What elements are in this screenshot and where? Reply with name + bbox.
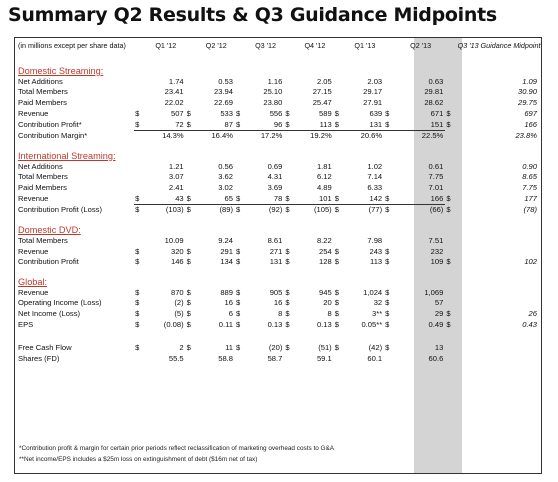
cell-value: 87 — [197, 120, 235, 131]
dollar-sign: $ — [186, 343, 191, 353]
cell-value: 945 — [319, 287, 332, 297]
cell-value: 870 — [170, 287, 184, 297]
dollar-sign: $ — [285, 298, 290, 308]
cell-value: 113 — [370, 257, 383, 267]
footnote-2: **Net income/EPS includes a $25m loss on extinguishment of debt ($16m net of tax) — [19, 456, 258, 463]
cell-value: 58.7 — [267, 354, 283, 364]
cell-value: 13 — [434, 343, 444, 353]
guidance-value: 23.8% — [515, 130, 537, 140]
cell-value: 6.12 — [316, 172, 332, 182]
cell-value: (0.08) — [163, 319, 184, 329]
row-label: Revenue — [18, 246, 49, 256]
dollar-sign: $ — [235, 194, 247, 205]
dollar-sign: $ — [334, 246, 339, 256]
cell-value: 8 — [278, 309, 283, 319]
cell-value: (20) — [268, 343, 283, 353]
table-row — [15, 77, 541, 88]
cell-value: 60.1 — [367, 354, 383, 364]
dollar-sign: $ — [186, 287, 191, 297]
cell-value: 533 — [220, 108, 233, 118]
cell-value: 7.01 — [428, 183, 444, 193]
dollar-sign: $ — [385, 108, 390, 118]
dollar-sign: $ — [384, 194, 396, 205]
cell-value: 29.81 — [424, 87, 444, 97]
dollar-sign: $ — [334, 287, 339, 297]
dollar-sign: $ — [236, 205, 241, 215]
guidance-value: 177 — [524, 193, 537, 203]
table-row — [15, 205, 541, 216]
cell-value: 4.89 — [316, 183, 332, 193]
dollar-sign: $ — [385, 298, 390, 308]
dollar-sign: $ — [236, 319, 241, 329]
cell-value: 58.8 — [218, 354, 233, 364]
guidance-value: 0.90 — [522, 161, 537, 171]
cell-value: 9.24 — [218, 235, 233, 245]
dollar-sign: $ — [135, 108, 140, 118]
dollar-sign: $ — [135, 246, 140, 256]
guidance-value — [457, 288, 541, 299]
dollar-sign: $ — [236, 343, 241, 353]
dollar-sign: $ — [446, 257, 451, 267]
dollar-sign: $ — [285, 287, 290, 297]
cell-value: 0.13 — [316, 319, 332, 329]
dollar-sign: $ — [385, 257, 390, 267]
row-label: Contribution Profit (Loss) — [18, 205, 102, 215]
header-row — [15, 38, 541, 63]
cell-value: 113 — [296, 120, 334, 131]
guidance-value: 697 — [524, 108, 537, 118]
dollar-sign: $ — [385, 309, 390, 319]
cell-value: 905 — [269, 287, 283, 297]
dollar-sign: $ — [385, 205, 390, 215]
row-label: Revenue — [18, 108, 49, 118]
cell-value: 23.80 — [263, 98, 283, 108]
dollar-sign: $ — [285, 205, 290, 215]
dollar-sign: $ — [334, 343, 339, 353]
cell-value: 0.13 — [267, 319, 283, 329]
column-header: Q2 '13 — [410, 41, 432, 50]
dollar-sign: $ — [446, 205, 451, 215]
row-label: EPS — [18, 319, 34, 329]
cell-value: 10.09 — [164, 235, 184, 245]
cell-value: 28.62 — [424, 98, 444, 108]
cell-value: 43 — [146, 194, 186, 205]
cell-value: 109 — [430, 257, 444, 267]
cell-value: 6 — [228, 309, 233, 319]
cell-value: 7.51 — [428, 235, 444, 245]
cell-value: 16 — [273, 298, 283, 308]
cell-value: 78 — [247, 194, 285, 205]
table-row — [15, 354, 541, 365]
cell-value: 3** — [372, 309, 383, 319]
cell-value: 57 — [434, 298, 444, 308]
dollar-sign: $ — [334, 257, 339, 267]
cell-value: 22.02 — [164, 98, 184, 108]
guidance-value: 29.75 — [517, 98, 537, 108]
cell-value: 131 — [346, 120, 385, 131]
row-label: Contribution Profit — [18, 257, 79, 267]
dollar-sign: $ — [285, 309, 290, 319]
cell-value: 8 — [327, 309, 332, 319]
guidance-value: 7.75 — [522, 183, 537, 193]
cell-value: 3.07 — [168, 172, 184, 182]
cell-value: 16.4% — [211, 131, 233, 141]
cell-value: 59.1 — [316, 354, 332, 364]
cell-value: 3.69 — [267, 183, 283, 193]
cell-value: 1.81 — [316, 161, 332, 171]
cell-value: 96 — [247, 120, 285, 131]
cell-value: 131 — [269, 257, 283, 267]
cell-value: 142 — [346, 194, 385, 205]
cell-value: 0.69 — [267, 161, 283, 171]
dollar-sign: $ — [186, 246, 191, 256]
dollar-sign: $ — [236, 287, 241, 297]
dollar-sign: $ — [186, 205, 191, 215]
dollar-sign: $ — [285, 257, 290, 267]
table-row — [15, 247, 541, 258]
cell-value: 55.5 — [168, 354, 184, 364]
cell-value: 60.6 — [428, 354, 444, 364]
cell-value: 16 — [224, 298, 233, 308]
table-row — [15, 98, 541, 109]
cell-value: 271 — [269, 246, 283, 256]
row-label: Net Income (Loss) — [18, 309, 81, 319]
guidance-value: 8.65 — [522, 172, 537, 182]
guidance-value: (78) — [523, 205, 537, 215]
dollar-sign: $ — [446, 309, 451, 319]
cell-value: 2.05 — [316, 76, 332, 86]
column-header: Q1 '13 — [354, 41, 376, 50]
table-row — [15, 236, 541, 247]
column-header: Q3 '12 — [255, 41, 277, 50]
dollar-sign: $ — [385, 343, 390, 353]
dollar-sign: $ — [186, 120, 198, 131]
cell-value: 72 — [146, 120, 186, 131]
dollar-sign: $ — [186, 298, 191, 308]
dollar-sign: $ — [236, 309, 241, 319]
cell-value: 27.91 — [363, 98, 383, 108]
cell-value: (51) — [318, 343, 332, 353]
section-header-international-streaming: International Streaming: — [18, 150, 116, 161]
cell-value: (92) — [268, 205, 283, 215]
dollar-sign: $ — [186, 319, 191, 329]
cell-value: 0.63 — [428, 76, 444, 86]
dollar-sign: $ — [135, 298, 140, 308]
guidance-value: 26 — [528, 309, 537, 319]
cell-value: 134 — [220, 257, 233, 267]
cell-value: 166 — [396, 194, 445, 205]
cell-value: 7.75 — [428, 172, 444, 182]
cell-value: 20 — [323, 298, 332, 308]
cell-value: 291 — [220, 246, 233, 256]
dollar-sign: $ — [334, 108, 339, 118]
dollar-sign: $ — [134, 120, 146, 131]
cell-value: 3.62 — [218, 172, 233, 182]
dollar-sign: $ — [285, 319, 290, 329]
dollar-sign: $ — [135, 309, 140, 319]
table-row — [15, 131, 541, 142]
dollar-sign: $ — [236, 257, 241, 267]
dollar-sign: $ — [135, 343, 140, 353]
dollar-sign: $ — [385, 319, 390, 329]
cell-value: (103) — [165, 205, 184, 215]
dollar-sign: $ — [186, 194, 198, 205]
dollar-sign: $ — [186, 108, 191, 118]
cell-value: (2) — [174, 298, 184, 308]
cell-value: 889 — [220, 287, 233, 297]
cell-value: 1.02 — [367, 161, 383, 171]
dollar-sign: $ — [284, 120, 296, 131]
row-label: Shares (FD) — [18, 354, 60, 364]
dollar-sign: $ — [446, 119, 451, 129]
cell-value: 507 — [170, 108, 184, 118]
section-header-domestic-streaming: Domestic Streaming: — [18, 66, 104, 76]
dollar-sign: $ — [134, 194, 146, 205]
cell-value: 128 — [319, 257, 332, 267]
table-row — [15, 309, 541, 320]
cell-value: (42) — [368, 343, 383, 353]
column-header: Q2 '12 — [205, 41, 227, 50]
cell-value: 589 — [319, 108, 332, 118]
footnote-1: *Contribution profit & margin for certain prior periods reflect reclassification of marketing overhead costs to G&A — [19, 445, 335, 452]
cell-value: 19.2% — [310, 131, 332, 141]
dollar-sign: $ — [135, 319, 140, 329]
row-label: Net Additions — [18, 76, 63, 86]
cell-value: 6.33 — [367, 183, 383, 193]
dollar-sign: $ — [385, 246, 390, 256]
cell-value: 1,069 — [424, 287, 444, 297]
cell-value: 1.21 — [168, 161, 184, 171]
cell-value: 4.31 — [267, 172, 283, 182]
table-row — [15, 109, 541, 120]
row-label: Free Cash Flow — [18, 343, 72, 353]
cell-value: 2.03 — [367, 76, 383, 86]
cell-value: 1,024 — [363, 287, 383, 297]
cell-value: 0.05** — [361, 319, 383, 329]
section-header-global: Global: — [18, 276, 48, 287]
dollar-sign: $ — [334, 205, 339, 215]
dollar-sign: $ — [186, 309, 191, 319]
row-label: Total Members — [18, 235, 68, 245]
cell-value: 25.10 — [263, 87, 283, 97]
cell-value: 671 — [430, 108, 444, 118]
cell-value: 2 — [179, 343, 184, 353]
units-note: (in millions except per share data) — [18, 41, 126, 50]
guidance-value: 102 — [524, 257, 537, 267]
guidance-value — [457, 236, 541, 247]
dollar-sign: $ — [236, 246, 241, 256]
dollar-sign: $ — [446, 193, 451, 203]
dollar-sign: $ — [135, 205, 140, 215]
row-label: Paid Members — [18, 183, 67, 193]
table-row — [15, 320, 541, 331]
cell-value: 14.3% — [162, 131, 184, 141]
guidance-value: 30.90 — [517, 87, 537, 97]
row-label: Revenue — [18, 287, 49, 297]
cell-value: 23.41 — [164, 87, 184, 97]
guidance-header: Q3 '13 Guidance Midpoint — [457, 41, 541, 50]
guidance-value — [457, 354, 541, 365]
cell-value: 556 — [269, 108, 283, 118]
cell-value: 151 — [396, 120, 445, 131]
cell-value: 22.5% — [421, 131, 444, 141]
cell-value: 0.53 — [218, 76, 233, 86]
dollar-sign: $ — [186, 257, 191, 267]
guidance-value: 1.09 — [522, 76, 537, 86]
cell-value: 65 — [197, 194, 235, 205]
cell-value: 243 — [369, 246, 383, 256]
cell-value: 0.56 — [218, 161, 233, 171]
cell-value: 25.47 — [312, 98, 332, 108]
cell-value: 22.69 — [213, 98, 233, 108]
cell-value: 29 — [434, 309, 444, 319]
cell-value: 232 — [430, 246, 444, 256]
section-header-domestic-dvd: Domestic DVD: — [18, 225, 81, 236]
dollar-sign: $ — [385, 287, 390, 297]
dollar-sign: $ — [334, 319, 339, 329]
cell-value: 20.6% — [360, 131, 383, 141]
cell-value: 27.15 — [312, 87, 332, 97]
dollar-sign: $ — [446, 319, 451, 329]
table-row — [15, 162, 541, 173]
cell-value: 3.02 — [218, 183, 233, 193]
dollar-sign: $ — [384, 120, 396, 131]
cell-value: 254 — [319, 246, 332, 256]
row-label: Paid Members — [18, 98, 67, 108]
table-row — [15, 298, 541, 309]
cell-value: 0.11 — [218, 319, 233, 329]
dollar-sign: $ — [285, 246, 290, 256]
table-row — [15, 288, 541, 299]
row-label: Operating Income (Loss) — [18, 298, 102, 308]
dollar-sign: $ — [285, 108, 290, 118]
guidance-value — [457, 343, 541, 354]
page-title: Summary Q2 Results & Q3 Guidance Midpoints — [8, 4, 497, 26]
row-label: Total Members — [18, 87, 68, 97]
dollar-sign: $ — [236, 298, 241, 308]
cell-value: 1.16 — [267, 76, 283, 86]
guidance-value — [457, 298, 541, 309]
dollar-sign: $ — [135, 257, 140, 267]
cell-value: (77) — [368, 205, 383, 215]
table-row — [15, 257, 541, 268]
dollar-sign: $ — [334, 298, 339, 308]
table-row — [15, 87, 541, 98]
cell-value: 32 — [373, 298, 383, 308]
cell-value: 1.74 — [168, 76, 184, 86]
row-label: Contribution Margin* — [18, 130, 88, 140]
cell-value: 0.61 — [428, 161, 444, 171]
dollar-sign: $ — [334, 120, 346, 131]
dollar-sign: $ — [235, 120, 247, 131]
table-row — [15, 172, 541, 183]
dollar-sign: $ — [334, 309, 339, 319]
guidance-value: 0.43 — [522, 319, 537, 329]
guidance-value — [457, 247, 541, 258]
cell-value: 8.22 — [316, 235, 332, 245]
cell-value: 29.17 — [363, 87, 383, 97]
cell-value: 7.98 — [367, 235, 383, 245]
cell-value: 320 — [170, 246, 184, 256]
column-header: Q4 '12 — [304, 41, 326, 50]
table-row — [15, 120, 541, 131]
dollar-sign: $ — [446, 108, 451, 118]
cell-value: 101 — [296, 194, 334, 205]
cell-value: 146 — [170, 257, 184, 267]
cell-value: (5) — [174, 309, 184, 319]
cell-value: (89) — [219, 205, 233, 215]
table-row — [15, 194, 541, 205]
dollar-sign: $ — [334, 194, 346, 205]
cell-value: 23.94 — [213, 87, 233, 97]
table-row — [15, 343, 541, 354]
dollar-sign: $ — [135, 287, 140, 297]
results-table — [15, 38, 541, 365]
cell-value: 17.2% — [260, 131, 283, 141]
cell-value: 2.41 — [168, 183, 184, 193]
row-label: Net Additions — [18, 161, 63, 171]
dollar-sign: $ — [285, 343, 290, 353]
cell-value: 11 — [225, 343, 233, 353]
cell-value: 7.14 — [367, 172, 383, 182]
table-row — [15, 183, 541, 194]
row-label: Revenue — [18, 193, 49, 203]
dollar-sign: $ — [236, 108, 241, 118]
cell-value: (105) — [313, 205, 332, 215]
column-header: Q1 '12 — [155, 41, 177, 50]
guidance-value: 166 — [524, 119, 537, 129]
cell-value: 0.49 — [428, 319, 444, 329]
cell-value: (66) — [429, 205, 444, 215]
dollar-sign: $ — [284, 194, 296, 205]
cell-value: 8.61 — [267, 235, 283, 245]
row-label: Total Members — [18, 172, 68, 182]
row-label: Contribution Profit* — [18, 119, 82, 129]
cell-value: 639 — [369, 108, 383, 118]
